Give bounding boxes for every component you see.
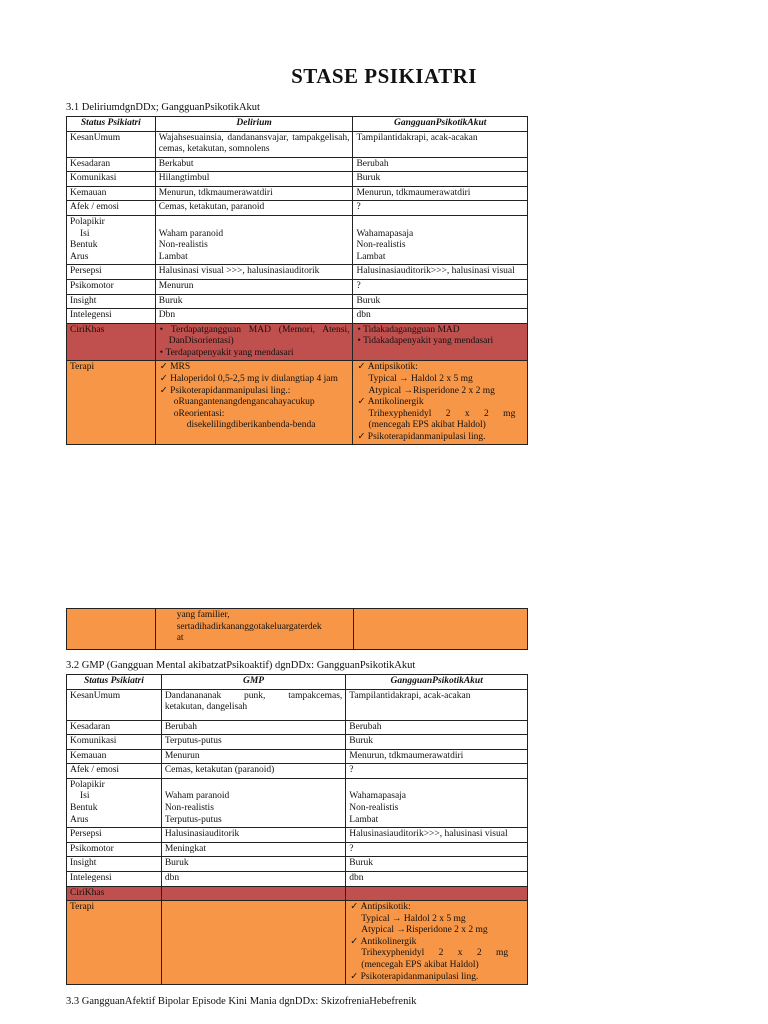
cell-psikotik: Buruk bbox=[346, 857, 528, 872]
cell-psikotik bbox=[353, 361, 528, 445]
bullet-icon: • bbox=[159, 347, 166, 358]
check-icon: ✓ bbox=[159, 385, 171, 396]
row-label: KesanUmum bbox=[67, 131, 156, 157]
row-label: Terapi bbox=[67, 901, 162, 985]
row-label: CiriKhas bbox=[67, 323, 156, 361]
polapikir-label: Polapikir bbox=[70, 217, 105, 228]
check-icon: ✓ bbox=[357, 397, 368, 408]
cell-psikotik: Buruk bbox=[353, 294, 528, 309]
cell-psikotik: Berubah bbox=[353, 157, 528, 172]
delirium-comparison-table bbox=[66, 116, 528, 445]
table-row-terapi-cont bbox=[67, 609, 528, 650]
cell-psikotik bbox=[346, 778, 528, 827]
terapi-subitem-cont: disekelilingdiberikanbenda-benda bbox=[186, 420, 316, 431]
check-icon: ✓ bbox=[159, 373, 171, 384]
header-status: Status Psikiatri bbox=[67, 117, 156, 132]
pola-isi: Wahamapasaja bbox=[349, 791, 407, 802]
cell-psikotik: ? bbox=[353, 279, 528, 294]
row-label: Komunikasi bbox=[67, 172, 156, 187]
table-row bbox=[67, 828, 528, 843]
table-row bbox=[67, 294, 528, 309]
table-row bbox=[67, 186, 528, 201]
cell-gmp: Meningkat bbox=[161, 842, 345, 857]
table-row bbox=[67, 871, 528, 886]
cell-delirium bbox=[155, 216, 353, 265]
cirikhas-item: Tidakadagangguan MAD bbox=[363, 324, 460, 335]
cell-delirium: Hilangtimbul bbox=[155, 172, 353, 187]
cell-psikotik: ? bbox=[346, 764, 528, 779]
cell-psikotik bbox=[346, 901, 528, 985]
cell-delirium bbox=[155, 361, 353, 445]
row-label: Afek / emosi bbox=[67, 764, 162, 779]
cell-gmp: Halusinasiauditorik bbox=[161, 828, 345, 843]
terapi-subitem: Typical → Haldol 2 x 5 mg bbox=[368, 373, 473, 384]
cell-psikotik: Tampilantidakrapi, acak-acakan bbox=[346, 689, 528, 720]
table-row-polapikir bbox=[67, 216, 528, 265]
section-heading-3-3: 3.3 GangguanAfektif Bipolar Episode Kini Mania dgnDDx: SkizofreniaHebefrenik bbox=[66, 996, 417, 1007]
check-icon: ✓ bbox=[159, 362, 171, 373]
cell-psikotik: Menurun, tdkmaumerawatdiri bbox=[346, 749, 528, 764]
row-label: CiriKhas bbox=[67, 886, 162, 901]
section-heading-3-2: 3.2 GMP (Gangguan Mental akibatzatPsikoaktif) dgnDDx: GangguanPsikotikAkut bbox=[66, 660, 416, 671]
bentuk-label: Bentuk bbox=[70, 240, 98, 251]
bullet-icon: • bbox=[357, 336, 364, 347]
terapi-item: Antipsikotik: bbox=[367, 362, 418, 373]
cell-gmp: Berubah bbox=[161, 720, 345, 735]
cell-psikotik: dbn bbox=[346, 871, 528, 886]
pola-arus: Lambat bbox=[356, 251, 386, 262]
cell-psikotik bbox=[353, 609, 527, 650]
table-header-row bbox=[67, 117, 528, 132]
cirikhas-item: Terdapatgangguan MAD (Memori, Atensi, DanDisorientasi) bbox=[168, 324, 350, 347]
document-title: STASE PSIKIATRI bbox=[291, 64, 477, 88]
cell-delirium: Buruk bbox=[155, 294, 353, 309]
header-delirium: Delirium bbox=[155, 117, 353, 132]
table-row bbox=[67, 764, 528, 779]
row-label: Persepsi bbox=[67, 828, 162, 843]
terapi-subitem: Trihexyphenidyl 2 x 2 mg bbox=[368, 408, 516, 419]
row-label: Afek / emosi bbox=[67, 201, 156, 216]
cell-delirium: Berkabut bbox=[155, 157, 353, 172]
terapi-subitem: Reorientasi: bbox=[178, 408, 225, 419]
table-row bbox=[67, 157, 528, 172]
terapi-cont-line: sertadihadirkananggotakeluargaterdek bbox=[176, 621, 322, 632]
terapi-cont-line: at bbox=[176, 633, 184, 644]
terapi-subitem: Atypical →Risperidone 2 x 2 mg bbox=[361, 925, 488, 936]
cell-gmp bbox=[161, 778, 345, 827]
cell-psikotik: Menurun, tdkmaumerawatdiri bbox=[353, 186, 528, 201]
table-row bbox=[67, 201, 528, 216]
pola-isi: Wahamapasaja bbox=[356, 228, 414, 239]
header-status: Status Psikiatri bbox=[67, 675, 162, 690]
table-row bbox=[67, 131, 528, 157]
check-icon: ✓ bbox=[350, 936, 361, 947]
cell-delirium: Dbn bbox=[155, 309, 353, 324]
cell-psikotik: ? bbox=[346, 842, 528, 857]
cell-delirium: Menurun, tdkmaumerawatdiri bbox=[155, 186, 353, 201]
terapi-item: Haloperidol 0,5-2,5 mg iv diulangtiap 4 jam bbox=[170, 373, 338, 384]
row-label: Insight bbox=[67, 294, 156, 309]
table-row-cirikhas bbox=[67, 886, 528, 901]
gmp-comparison-table bbox=[66, 674, 528, 985]
row-label: Intelegensi bbox=[67, 309, 156, 324]
pola-bentuk: Non-realistis bbox=[158, 240, 208, 251]
pola-arus: Lambat bbox=[349, 814, 379, 825]
terapi-item: Antikolinergik bbox=[360, 936, 417, 947]
arus-label: Arus bbox=[70, 251, 89, 262]
table-row-polapikir bbox=[67, 778, 528, 827]
terapi-subitem: Atypical →Risperidone 2 x 2 mg bbox=[368, 385, 495, 396]
terapi-item: Psikoterapidanmanipulasi ling. bbox=[367, 431, 486, 442]
cell-delirium: Cemas, ketakutan, paranoid bbox=[155, 201, 353, 216]
row-label: Komunikasi bbox=[67, 735, 162, 750]
pola-bentuk: Non-realistis bbox=[164, 803, 214, 814]
cell-delirium: Menurun bbox=[155, 279, 353, 294]
bullet-icon: • bbox=[357, 324, 364, 335]
terapi-subitem: (mencegah EPS akibat Haldol) bbox=[368, 420, 486, 431]
row-label: Terapi bbox=[67, 361, 156, 445]
row-label: Intelegensi bbox=[67, 871, 162, 886]
cell-gmp: Dandanananak punk, tampakcemas, ketakutan, dangelisah bbox=[161, 689, 345, 720]
cell-gmp: Cemas, ketakutan (paranoid) bbox=[161, 764, 345, 779]
row-label: Kesadaran bbox=[67, 720, 162, 735]
cell-gmp: dbn bbox=[161, 871, 345, 886]
row-label bbox=[67, 609, 156, 650]
table-row bbox=[67, 172, 528, 187]
pola-arus: Terputus-putus bbox=[164, 814, 222, 825]
table-row bbox=[67, 857, 528, 872]
cirikhas-item: Terdapatpenyakit yang mendasari bbox=[165, 347, 294, 358]
pola-bentuk: Non-realistis bbox=[349, 803, 399, 814]
terapi-subitem: Trihexyphenidyl 2 x 2 mg bbox=[361, 948, 509, 959]
terapi-item: Psikoterapidanmanipulasi ling. bbox=[360, 971, 479, 982]
row-label: Persepsi bbox=[67, 265, 156, 280]
header-gmp: GMP bbox=[161, 675, 345, 690]
cell-psikotik: Buruk bbox=[353, 172, 528, 187]
cell-gmp: Terputus-putus bbox=[161, 735, 345, 750]
check-icon: ✓ bbox=[357, 362, 368, 373]
row-label bbox=[67, 778, 162, 827]
cell-psikotik bbox=[353, 323, 528, 361]
terapi-item: Antipsikotik: bbox=[360, 902, 411, 913]
row-label: Kemauan bbox=[67, 749, 162, 764]
table-row bbox=[67, 265, 528, 280]
polapikir-label: Polapikir bbox=[70, 779, 105, 790]
table-row bbox=[67, 749, 528, 764]
cell-psikotik: Halusinasiauditorik>>>, halusinasi visual bbox=[346, 828, 528, 843]
cell-psikotik bbox=[353, 216, 528, 265]
circle-bullet-icon: o bbox=[173, 397, 179, 408]
table-row bbox=[67, 279, 528, 294]
row-label: Kesadaran bbox=[67, 157, 156, 172]
table-row bbox=[67, 842, 528, 857]
row-label: Psikomotor bbox=[67, 279, 156, 294]
terapi-subitem: (mencegah EPS akibat Haldol) bbox=[361, 959, 479, 970]
cell-psikotik: dbn bbox=[353, 309, 528, 324]
cell-delirium: Wajahsesuainsia, dandanansvajar, tampakgelisah, cemas, ketakutan, somnolens bbox=[155, 131, 353, 157]
header-psikotik: GangguanPsikotikAkut bbox=[346, 675, 528, 690]
cell-psikotik: Buruk bbox=[346, 735, 528, 750]
cell-gmp bbox=[161, 886, 345, 901]
circle-bullet-icon: o bbox=[173, 408, 179, 419]
terapi-subitem: Typical → Haldol 2 x 5 mg bbox=[361, 913, 466, 924]
table-row bbox=[67, 689, 528, 720]
cell-delirium: Halusinasi visual >>>, halusinasiauditorik bbox=[155, 265, 353, 280]
terapi-cont-line: yang familier, bbox=[176, 610, 230, 620]
pola-arus: Lambat bbox=[158, 251, 188, 262]
pola-isi: Waham paranoid bbox=[158, 228, 224, 239]
table-row bbox=[67, 720, 528, 735]
cell-delirium bbox=[155, 609, 353, 650]
bentuk-label: Bentuk bbox=[70, 803, 98, 814]
table-row-terapi bbox=[67, 901, 528, 985]
row-label bbox=[67, 216, 156, 265]
check-icon: ✓ bbox=[350, 902, 361, 913]
cell-gmp bbox=[161, 901, 345, 985]
cell-psikotik: ? bbox=[353, 201, 528, 216]
isi-label: Isi bbox=[80, 791, 90, 802]
terapi-item: MRS bbox=[170, 362, 191, 373]
cell-psikotik: Halusinasiauditorik>>>, halusinasi visual bbox=[353, 265, 528, 280]
cell-delirium bbox=[155, 323, 353, 361]
table-row bbox=[67, 309, 528, 324]
table-header-row bbox=[67, 675, 528, 690]
row-label: Psikomotor bbox=[67, 842, 162, 857]
terapi-item: Psikoterapidanmanipulasi ling.: bbox=[170, 385, 291, 396]
row-label: KesanUmum bbox=[67, 689, 162, 720]
table-row-cirikhas bbox=[67, 323, 528, 361]
pola-isi: Waham paranoid bbox=[164, 791, 230, 802]
arus-label: Arus bbox=[70, 814, 89, 825]
row-label: Kemauan bbox=[67, 186, 156, 201]
table-row-terapi bbox=[67, 361, 528, 445]
cell-psikotik: Berubah bbox=[346, 720, 528, 735]
section-heading-3-1: 3.1 DeliriumdgnDDx; GangguanPsikotikAkut bbox=[66, 102, 260, 113]
header-psikotik: GangguanPsikotikAkut bbox=[353, 117, 528, 132]
row-label: Insight bbox=[67, 857, 162, 872]
terapi-item: Antikolinergik bbox=[367, 397, 424, 408]
isi-label: Isi bbox=[80, 228, 90, 239]
bullet-icon: • bbox=[159, 324, 171, 335]
check-icon: ✓ bbox=[350, 971, 361, 982]
pola-bentuk: Non-realistis bbox=[356, 240, 406, 251]
cell-gmp: Menurun bbox=[161, 749, 345, 764]
table-row bbox=[67, 735, 528, 750]
cirikhas-item: Tidakadapenyakit yang mendasari bbox=[363, 336, 494, 347]
cell-gmp: Buruk bbox=[161, 857, 345, 872]
continuation-table bbox=[66, 608, 528, 650]
cell-psikotik: Tampilantidakrapi, acak-acakan bbox=[353, 131, 528, 157]
terapi-subitem: Ruangantenangdengancahayacukup bbox=[178, 397, 315, 408]
cell-psikotik bbox=[346, 886, 528, 901]
check-icon: ✓ bbox=[357, 431, 368, 442]
